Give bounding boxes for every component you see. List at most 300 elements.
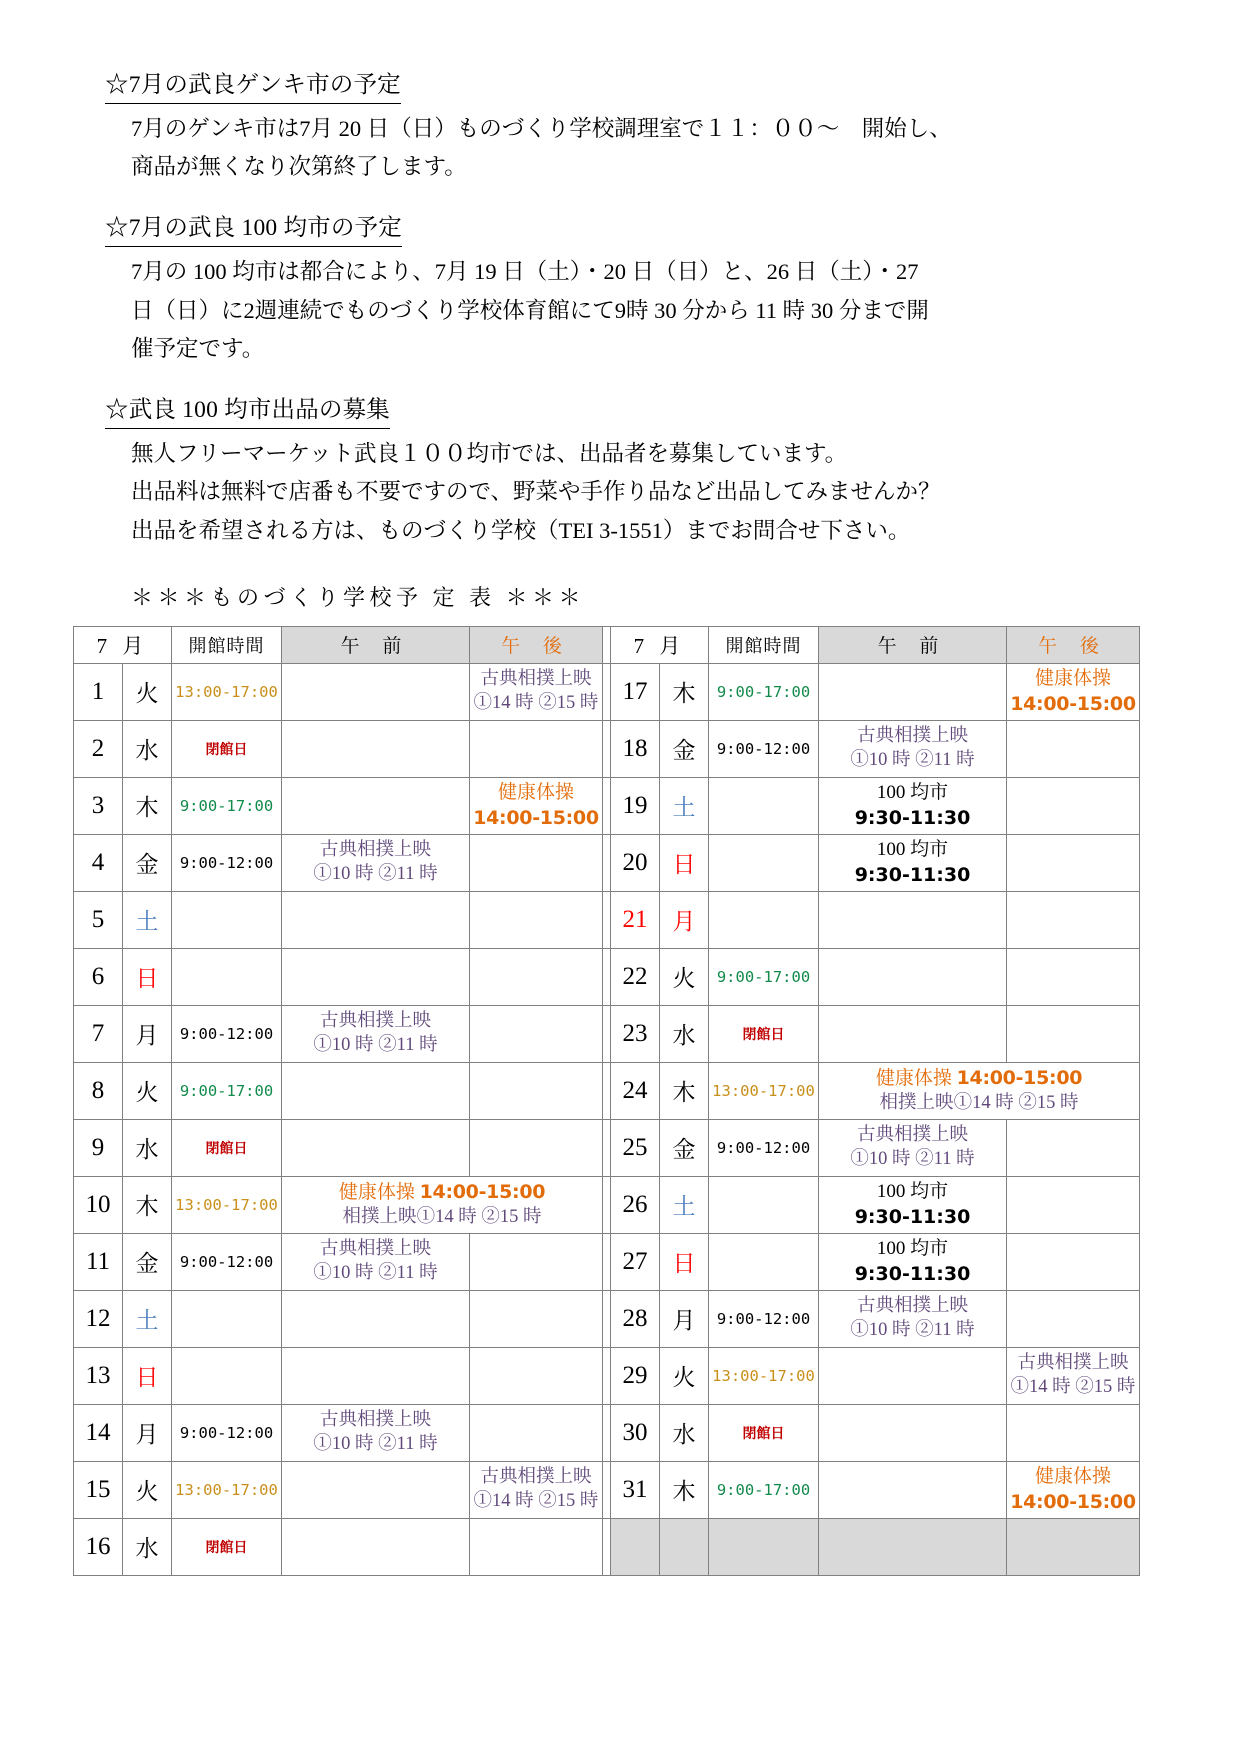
cell-morning — [819, 1347, 1007, 1404]
table-row — [74, 1518, 1140, 1575]
table-row — [74, 1404, 1140, 1461]
cell-empty — [1007, 1518, 1140, 1575]
cell-day-number: 21 — [611, 891, 660, 948]
cell-weekday: 日 — [660, 1233, 709, 1290]
body-line: 出品料は無料で店番も不要ですので、野菜や手作り品など出品してみませんか？ — [131, 479, 941, 505]
opening-hours-text: 9:00-12:00 — [716, 1138, 811, 1157]
cell-weekday: 水 — [123, 1518, 172, 1575]
cell-morning — [282, 891, 470, 948]
column-gap — [603, 1062, 611, 1119]
sumo-screening-title: 古典相撲上映 — [1017, 1352, 1129, 1373]
schedule-table — [73, 626, 1140, 1576]
cell-day-number: 25 — [611, 1119, 660, 1176]
table-row — [74, 777, 1140, 834]
sumo-screening-block — [1007, 1352, 1139, 1399]
cell-empty — [819, 1518, 1007, 1575]
cell-day-number: 27 — [611, 1233, 660, 1290]
cell-weekday: 水 — [660, 1404, 709, 1461]
cell-opening-hours — [709, 1461, 819, 1518]
cell-day-number: 19 — [611, 777, 660, 834]
cell-weekday: 月 — [123, 1404, 172, 1461]
sumo-screening-title: 古典相撲上映 — [319, 1409, 431, 1430]
header-am-right: 午 前 — [819, 626, 1007, 663]
sumo-screening-block — [282, 1409, 469, 1456]
header-am-left: 午 前 — [282, 626, 470, 663]
cell-afternoon — [470, 1062, 603, 1119]
cell-morning — [282, 948, 470, 1005]
cell-day-number: 29 — [611, 1347, 660, 1404]
body-line: 催予定です。 — [131, 336, 265, 362]
column-gap — [603, 663, 611, 720]
cell-morning — [282, 720, 470, 777]
closed-label: 閉館日 — [205, 1539, 248, 1556]
cell-weekday: 土 — [123, 891, 172, 948]
health-exercise-title: 健康体操 — [497, 782, 574, 804]
cell-day-number: 26 — [611, 1176, 660, 1233]
sumo-screening-title: 古典相撲上映 — [319, 1010, 431, 1031]
health-exercise-block — [1007, 667, 1139, 716]
cell-day-number: 2 — [74, 720, 123, 777]
cell-day-number: 16 — [74, 1518, 123, 1575]
table-row — [74, 1176, 1140, 1233]
schedule-table-title: ＊＊＊ものづくり学校予 定 表 ＊＊＊ — [131, 584, 586, 610]
cell-weekday: 木 — [660, 663, 709, 720]
column-gap — [603, 1404, 611, 1461]
cell-day-number: 28 — [611, 1290, 660, 1347]
column-gap — [603, 1119, 611, 1176]
sumo-screening-title: 古典相撲上映 — [480, 1466, 592, 1487]
cell-afternoon-merged — [282, 1176, 603, 1233]
opening-hours-text: 9:00-17:00 — [716, 967, 811, 986]
cell-morning — [282, 777, 470, 834]
hundred-yen-market-block — [819, 1237, 1006, 1286]
opening-hours-text: 9:00-17:00 — [179, 1081, 274, 1100]
sumo-screening-times: ①10 時 ②11 時 — [313, 1034, 438, 1055]
cell-day-number: 14 — [74, 1404, 123, 1461]
sumo-screening-line — [282, 1206, 602, 1230]
opening-hours-text: 13:00-17:00 — [712, 1081, 815, 1100]
cell-opening-hours — [172, 1518, 282, 1575]
cell-weekday: 土 — [123, 1290, 172, 1347]
header-pm-left: 午 後 — [470, 626, 603, 663]
sumo-screening-block — [282, 1238, 469, 1285]
hundred-yen-market-time: 9:30-11:30 — [854, 863, 971, 886]
sumo-screening-title: 古典相撲上映 — [856, 1124, 968, 1145]
cell-empty — [709, 1518, 819, 1575]
section-heading: ☆7月の武良ゲンキ市の予定 — [105, 70, 401, 104]
section-heading: ☆武良 100 均市出品の募集 — [105, 395, 390, 429]
cell-afternoon — [1007, 720, 1140, 777]
column-gap — [603, 1461, 611, 1518]
opening-hours-text: 9:00-12:00 — [179, 853, 274, 872]
sumo-screening-block — [819, 1295, 1006, 1342]
cell-afternoon — [1007, 777, 1140, 834]
column-gap — [603, 1176, 611, 1233]
cell-opening-hours — [709, 777, 819, 834]
table-row — [74, 720, 1140, 777]
cell-morning — [282, 1347, 470, 1404]
column-gap — [603, 1518, 611, 1575]
cell-morning — [282, 1119, 470, 1176]
health-exercise-time: 14:00-15:00 — [1010, 1490, 1136, 1513]
sumo-screening-block — [470, 668, 602, 715]
health-exercise-time: 14:00-15:00 — [956, 1066, 1083, 1089]
sumo-screening-times: ①10 時 ②11 時 — [313, 863, 438, 884]
cell-opening-hours — [172, 948, 282, 1005]
cell-opening-hours — [709, 1347, 819, 1404]
cell-afternoon — [1007, 1404, 1140, 1461]
cell-day-number: 1 — [74, 663, 123, 720]
cell-opening-hours — [172, 1119, 282, 1176]
cell-weekday: 木 — [123, 1176, 172, 1233]
cell-weekday: 日 — [660, 834, 709, 891]
table-row — [74, 891, 1140, 948]
cell-weekday: 火 — [123, 1062, 172, 1119]
header-month-right: 7 月 — [611, 626, 709, 663]
cell-weekday: 金 — [660, 1119, 709, 1176]
cell-day-number: 4 — [74, 834, 123, 891]
closed-label: 閉館日 — [742, 1026, 785, 1043]
cell-afternoon — [1007, 663, 1140, 720]
cell-afternoon — [470, 1290, 603, 1347]
cell-opening-hours — [172, 1347, 282, 1404]
cell-morning — [282, 1290, 470, 1347]
cell-afternoon — [1007, 834, 1140, 891]
cell-morning — [282, 663, 470, 720]
cell-day-number: 8 — [74, 1062, 123, 1119]
cell-weekday: 月 — [660, 1290, 709, 1347]
cell-opening-hours — [709, 720, 819, 777]
cell-weekday: 木 — [660, 1461, 709, 1518]
cell-day-number: 20 — [611, 834, 660, 891]
section-vendor-recruitment — [105, 395, 1151, 551]
header-hours-right: 開館時間 — [709, 626, 819, 663]
sumo-screening-times: ①10 時 ②11 時 — [850, 749, 975, 770]
cell-morning — [282, 1404, 470, 1461]
column-gap — [603, 626, 611, 663]
health-exercise-line — [819, 1066, 1139, 1092]
health-exercise-time: 14:00-15:00 — [1010, 692, 1136, 715]
cell-opening-hours — [709, 1176, 819, 1233]
column-gap — [603, 1005, 611, 1062]
sumo-screening-title: 古典相撲上映 — [856, 1295, 968, 1316]
table-row — [74, 663, 1140, 720]
cell-day-number: 30 — [611, 1404, 660, 1461]
table-row — [74, 1062, 1140, 1119]
cell-afternoon — [1007, 1005, 1140, 1062]
closed-label: 閉館日 — [205, 1140, 248, 1157]
column-gap — [603, 1233, 611, 1290]
cell-opening-hours — [172, 1176, 282, 1233]
cell-weekday: 水 — [123, 720, 172, 777]
opening-hours-text: 9:00-12:00 — [716, 1309, 811, 1328]
opening-hours-text: 9:00-12:00 — [179, 1252, 274, 1271]
column-gap — [603, 948, 611, 1005]
opening-hours-text: 13:00-17:00 — [175, 1195, 278, 1214]
cell-afternoon — [1007, 1461, 1140, 1518]
cell-day-number: 9 — [74, 1119, 123, 1176]
opening-hours-text: 13:00-17:00 — [175, 1480, 278, 1499]
sumo-screening-times: ①10 時 ②11 時 — [313, 1433, 438, 1454]
section-body — [105, 435, 1151, 551]
sumo-screening-times: ①14 時 ②15 時 — [1010, 1376, 1136, 1397]
cell-afternoon — [470, 891, 603, 948]
cell-morning — [819, 948, 1007, 1005]
cell-opening-hours — [709, 891, 819, 948]
sumo-screening-times: ①14 時 ②15 時 — [473, 1490, 599, 1511]
cell-afternoon — [470, 720, 603, 777]
cell-day-number: 6 — [74, 948, 123, 1005]
section-body — [105, 253, 1151, 369]
cell-day-number: 23 — [611, 1005, 660, 1062]
cell-afternoon — [470, 1005, 603, 1062]
cell-afternoon — [1007, 1233, 1140, 1290]
hundred-yen-market-block — [819, 1180, 1006, 1229]
cell-day-number: 10 — [74, 1176, 123, 1233]
opening-hours-text: 9:00-12:00 — [179, 1423, 274, 1442]
sumo-screening-title: 古典相撲上映 — [319, 1238, 431, 1259]
cell-day-number: 13 — [74, 1347, 123, 1404]
cell-weekday: 水 — [123, 1119, 172, 1176]
cell-morning — [819, 1461, 1007, 1518]
section-body — [105, 110, 1151, 187]
cell-weekday: 火 — [660, 1347, 709, 1404]
sumo-screening-times: ①14 時 ②15 時 — [416, 1206, 542, 1227]
cell-opening-hours — [172, 1233, 282, 1290]
cell-day-number: 22 — [611, 948, 660, 1005]
table-row — [74, 1290, 1140, 1347]
health-exercise-time: 14:00-15:00 — [419, 1180, 546, 1203]
cell-opening-hours — [709, 663, 819, 720]
sumo-screening-times: ①14 時 ②15 時 — [953, 1092, 1079, 1113]
opening-hours-text: 9:00-17:00 — [716, 1480, 811, 1499]
health-exercise-title: 健康体操 — [1034, 1466, 1111, 1488]
cell-morning — [282, 1005, 470, 1062]
cell-opening-hours — [172, 1005, 282, 1062]
hundred-yen-market-title: 100 均市 — [876, 839, 949, 861]
column-gap — [603, 720, 611, 777]
cell-day-number: 3 — [74, 777, 123, 834]
table-row — [74, 1461, 1140, 1518]
cell-afternoon — [470, 1518, 603, 1575]
cell-afternoon — [470, 777, 603, 834]
hundred-yen-market-time: 9:30-11:30 — [854, 806, 971, 829]
header-month-left: 7 月 — [74, 626, 172, 663]
cell-morning — [282, 1461, 470, 1518]
cell-opening-hours — [709, 1233, 819, 1290]
table-row — [74, 1005, 1140, 1062]
cell-opening-hours — [709, 1005, 819, 1062]
cell-morning — [282, 1233, 470, 1290]
cell-day-number: 5 — [74, 891, 123, 948]
sumo-screening-block — [282, 839, 469, 886]
opening-hours-text: 13:00-17:00 — [175, 682, 278, 701]
opening-hours-text: 9:00-12:00 — [716, 739, 811, 758]
cell-morning — [819, 1005, 1007, 1062]
cell-opening-hours — [709, 1404, 819, 1461]
cell-weekday: 木 — [123, 777, 172, 834]
body-line: 7月の 100 均市は都合により、7月 19 日（土）・20 日（日）と、26 日（土）・27 — [131, 258, 919, 284]
column-gap — [603, 1290, 611, 1347]
table-row — [74, 1233, 1140, 1290]
cell-morning — [282, 1062, 470, 1119]
sumo-screening-times: ①10 時 ②11 時 — [850, 1148, 975, 1169]
cell-weekday: 土 — [660, 1176, 709, 1233]
health-exercise-title: 健康体操 — [875, 1067, 957, 1089]
cell-day-number: 31 — [611, 1461, 660, 1518]
cell-day-number: 12 — [74, 1290, 123, 1347]
cell-opening-hours — [172, 891, 282, 948]
health-exercise-block — [1007, 1465, 1139, 1514]
cell-opening-hours — [172, 777, 282, 834]
column-gap — [603, 1347, 611, 1404]
sumo-screening-title: 古典相撲上映 — [856, 725, 968, 746]
table-header-row — [74, 626, 1140, 663]
table-row — [74, 1347, 1140, 1404]
cell-opening-hours — [172, 1404, 282, 1461]
cell-weekday: 火 — [660, 948, 709, 1005]
cell-afternoon — [470, 1347, 603, 1404]
cell-afternoon — [470, 1233, 603, 1290]
cell-weekday: 日 — [123, 1347, 172, 1404]
opening-hours-text: 13:00-17:00 — [712, 1366, 815, 1385]
health-exercise-line — [282, 1180, 602, 1206]
cell-weekday: 金 — [660, 720, 709, 777]
cell-morning — [282, 1518, 470, 1575]
table-row — [74, 1119, 1140, 1176]
sumo-screening-title: 相撲上映 — [879, 1092, 954, 1113]
body-line: 7月のゲンキ市は7月 20 日（日）ものづくり学校調理室で１１：００～ 開始し、 — [131, 115, 952, 141]
cell-weekday: 月 — [660, 891, 709, 948]
sumo-screening-times: ①10 時 ②11 時 — [850, 1319, 975, 1340]
cell-afternoon — [470, 1461, 603, 1518]
hundred-yen-market-time: 9:30-11:30 — [854, 1205, 971, 1228]
cell-morning — [819, 1119, 1007, 1176]
cell-afternoon — [1007, 948, 1140, 1005]
header-pm-right: 午 後 — [1007, 626, 1140, 663]
cell-morning — [819, 777, 1007, 834]
sumo-screening-block — [819, 1124, 1006, 1171]
opening-hours-text: 9:00-17:00 — [179, 796, 274, 815]
cell-opening-hours — [709, 1062, 819, 1119]
sumo-screening-title: 相撲上映 — [342, 1206, 417, 1227]
cell-opening-hours — [172, 1062, 282, 1119]
hundred-yen-market-block — [819, 838, 1006, 887]
body-line: 商品が無くなり次第終了します。 — [131, 154, 467, 180]
cell-day-number: 11 — [74, 1233, 123, 1290]
cell-afternoon-merged — [819, 1062, 1140, 1119]
cell-afternoon — [1007, 1347, 1140, 1404]
cell-morning — [819, 834, 1007, 891]
cell-weekday: 金 — [123, 1233, 172, 1290]
schedule-table-head — [74, 626, 1140, 663]
body-line: 出品を希望される方は、ものづくり学校（TEI 3-1551）までお問合せ下さい。 — [131, 517, 911, 543]
cell-afternoon — [1007, 1119, 1140, 1176]
sumo-screening-title: 古典相撲上映 — [319, 839, 431, 860]
cell-weekday: 火 — [123, 663, 172, 720]
sumo-screening-block — [282, 1010, 469, 1057]
cell-weekday: 月 — [123, 1005, 172, 1062]
cell-morning — [819, 1404, 1007, 1461]
cell-morning — [819, 663, 1007, 720]
cell-opening-hours — [709, 1290, 819, 1347]
cell-afternoon — [470, 1119, 603, 1176]
sumo-screening-line — [819, 1092, 1139, 1116]
hundred-yen-market-block — [819, 781, 1006, 830]
cell-weekday: 土 — [660, 777, 709, 834]
hundred-yen-market-time: 9:30-11:30 — [854, 1262, 971, 1285]
section-genki-market — [105, 70, 1151, 187]
cell-day-number: 15 — [74, 1461, 123, 1518]
cell-morning — [819, 1290, 1007, 1347]
hundred-yen-market-title: 100 均市 — [876, 1181, 949, 1203]
cell-afternoon — [470, 1404, 603, 1461]
cell-morning — [819, 720, 1007, 777]
hundred-yen-market-title: 100 均市 — [876, 1238, 949, 1260]
cell-morning — [819, 1233, 1007, 1290]
sumo-screening-times: ①10 時 ②11 時 — [313, 1262, 438, 1283]
schedule-table-body — [74, 663, 1140, 1575]
table-row — [74, 834, 1140, 891]
cell-day-number: 24 — [611, 1062, 660, 1119]
cell-afternoon — [470, 834, 603, 891]
cell-day-number: 7 — [74, 1005, 123, 1062]
health-exercise-title: 健康体操 — [1034, 668, 1111, 690]
sumo-screening-block — [819, 725, 1006, 772]
health-exercise-block — [470, 781, 602, 830]
cell-opening-hours — [709, 834, 819, 891]
cell-opening-hours — [709, 948, 819, 1005]
cell-weekday: 火 — [123, 1461, 172, 1518]
opening-hours-text: 9:00-17:00 — [716, 682, 811, 701]
cell-morning — [819, 1176, 1007, 1233]
sumo-screening-times: ①14 時 ②15 時 — [473, 692, 599, 713]
cell-afternoon — [470, 663, 603, 720]
health-exercise-title: 健康体操 — [338, 1181, 420, 1203]
section-100yen-market — [105, 213, 1151, 369]
closed-label: 閉館日 — [742, 1425, 785, 1442]
cell-weekday: 日 — [123, 948, 172, 1005]
cell-afternoon — [1007, 1290, 1140, 1347]
cell-weekday: 水 — [660, 1005, 709, 1062]
cell-opening-hours — [709, 1119, 819, 1176]
health-exercise-time: 14:00-15:00 — [473, 806, 599, 829]
table-row — [74, 948, 1140, 1005]
sumo-screening-block — [470, 1466, 602, 1513]
cell-morning — [282, 834, 470, 891]
cell-day-number: 17 — [611, 663, 660, 720]
column-gap — [603, 777, 611, 834]
column-gap — [603, 834, 611, 891]
hundred-yen-market-title: 100 均市 — [876, 782, 949, 804]
column-gap — [603, 891, 611, 948]
cell-opening-hours — [172, 663, 282, 720]
body-line: 無人フリーマーケット武良１００均市では、出品者を募集しています。 — [131, 440, 848, 466]
opening-hours-text: 9:00-12:00 — [179, 1024, 274, 1043]
cell-afternoon — [470, 948, 603, 1005]
schedule-table-container — [73, 626, 1151, 1576]
cell-empty — [660, 1518, 709, 1575]
cell-afternoon — [1007, 1176, 1140, 1233]
header-hours-left: 開館時間 — [172, 626, 282, 663]
cell-weekday: 金 — [123, 834, 172, 891]
cell-opening-hours — [172, 720, 282, 777]
cell-opening-hours — [172, 834, 282, 891]
cell-opening-hours — [172, 1290, 282, 1347]
section-heading: ☆7月の武良 100 均市の予定 — [105, 213, 402, 247]
sumo-screening-title: 古典相撲上映 — [480, 668, 592, 689]
cell-morning — [819, 891, 1007, 948]
